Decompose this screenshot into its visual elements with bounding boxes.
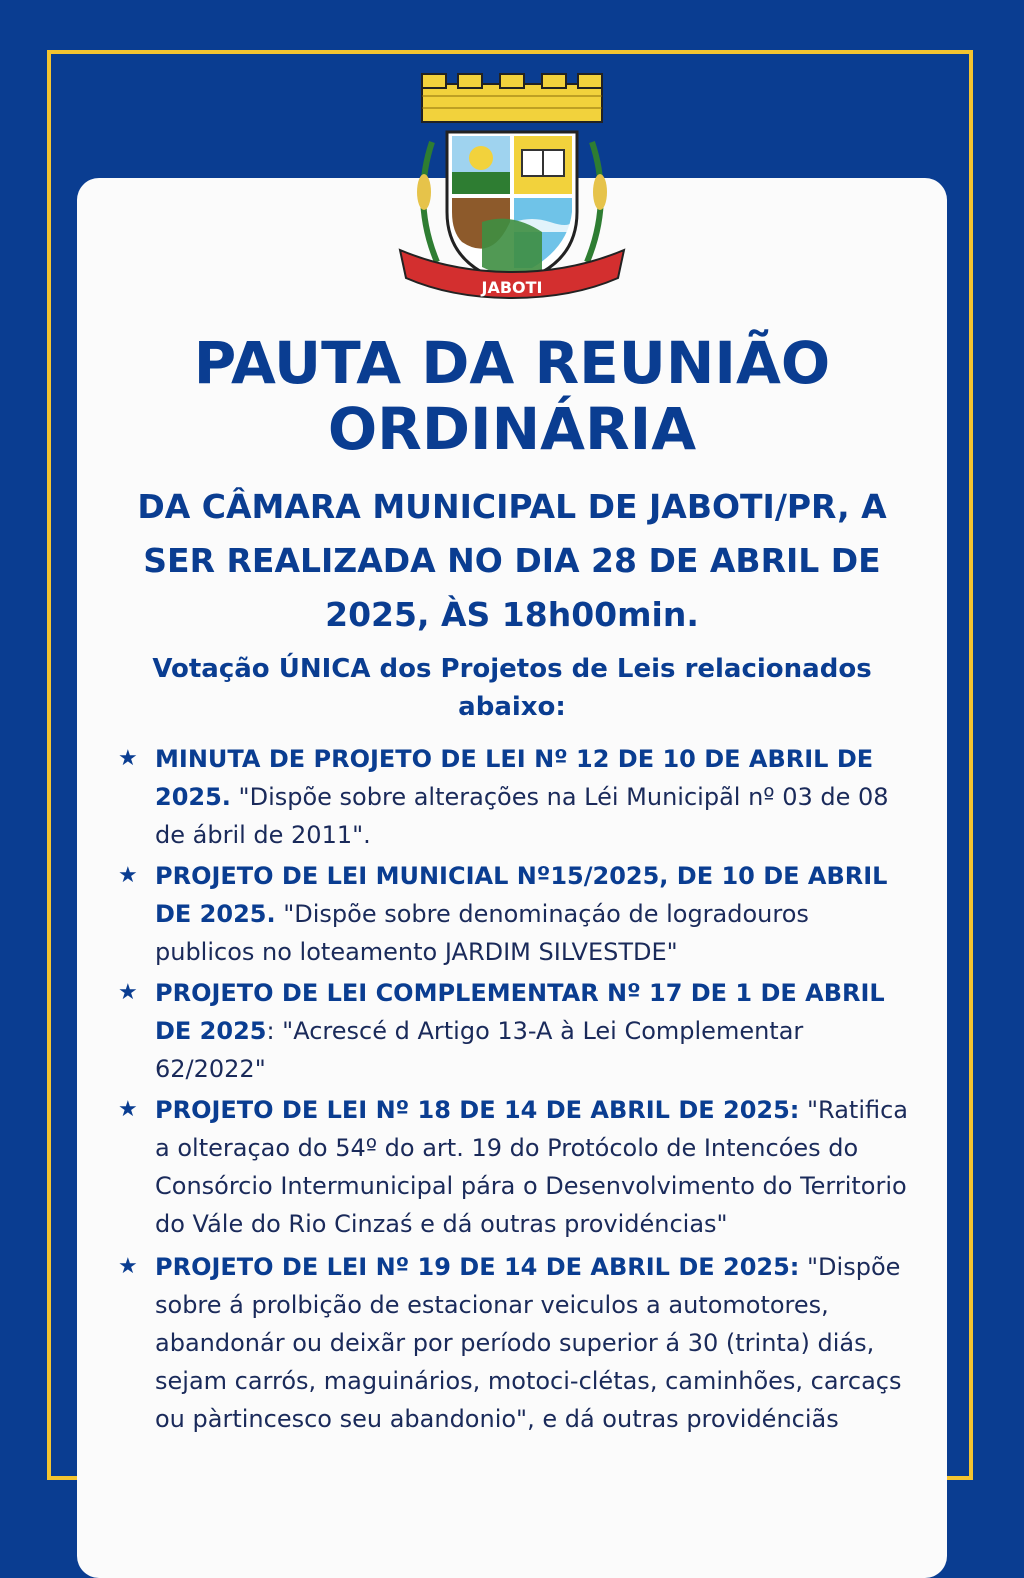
bill-heading: PROJETO DE LEI MUNICIAL Nº15/2025, DE 10 DE ABRIL DE 2025.	[155, 862, 888, 928]
list-item	[112, 1248, 912, 1438]
bill-description: : "Acrescé d Artigo 13-A à Lei Complementar 62/2022"	[155, 1017, 804, 1083]
star-bullet-icon: ★	[118, 1097, 138, 1122]
bill-heading: PROJETO DE LEI Nº 19 DE 14 DE ABRIL DE 2025:	[155, 1253, 800, 1281]
star-bullet-icon: ★	[118, 980, 138, 1005]
bill-description: "Ratifica a olteraçao do 54º do art. 19 do Protócolo de Intencóes do Consórcio Intermunicipal pára o Desenvolvimento do Territorio do Vále do Rio Cinzaś e dá outras providéncias"	[155, 1096, 909, 1238]
list-item	[112, 1091, 912, 1243]
bill-list	[112, 740, 912, 1441]
bill-description: "Dispõe sobre á prolbição de estacionar veiculos a automotores, abandonár ou deixãr por períodо superior á 30 (trinta) diás, sejam carrós, maguinários, motoci-clétas, caminhões, carcaçs ou pàrtincesco seu abandonio", e dá outras providénciãs	[155, 1253, 902, 1433]
star-bullet-icon: ★	[118, 1254, 138, 1279]
meeting-subtitle: DA CÂMARA MUNICIPAL DE JABOTI/PR, A SER REALIZADA NO DIA 28 DE ABRIL DE 2025, ÀS 18h00min.	[137, 487, 887, 634]
crest-ribbon-text: JABOTI	[481, 278, 543, 297]
star-bullet-icon: ★	[118, 863, 138, 888]
list-item	[112, 974, 912, 1088]
page-title: PAUTA DA REUNIÃO ORDINÁRIA	[193, 329, 831, 463]
bill-heading: PROJETO DE LEI COMPLEMENTAR Nº 17 DE 1 DE ABRIL DE 2025	[155, 979, 885, 1045]
bill-heading: MINUTA DE PROJETO DE LEI Nº 12 DE 10 DE ABRIL DE 2025.	[155, 745, 874, 811]
list-item	[112, 740, 912, 854]
bill-description: "Dispõe sobre alterações na Léi Municipãl nº 03 de 08 de ábril de 2011".	[155, 783, 889, 849]
bill-description: "Dispõe sobre denominaçáo de logradouros publicos no loteamento JARDIM SILVESTDE"	[155, 900, 809, 966]
municipal-crest-icon	[392, 72, 632, 304]
voting-intro: Votação ÚNICA dos Projetos de Leis relacionados abaixo:	[152, 654, 872, 722]
bill-heading: PROJETO DE LEI Nº 18 DE 14 DE ABRIL DE 2025:	[155, 1096, 800, 1124]
list-item	[112, 857, 912, 971]
star-bullet-icon: ★	[118, 746, 138, 771]
